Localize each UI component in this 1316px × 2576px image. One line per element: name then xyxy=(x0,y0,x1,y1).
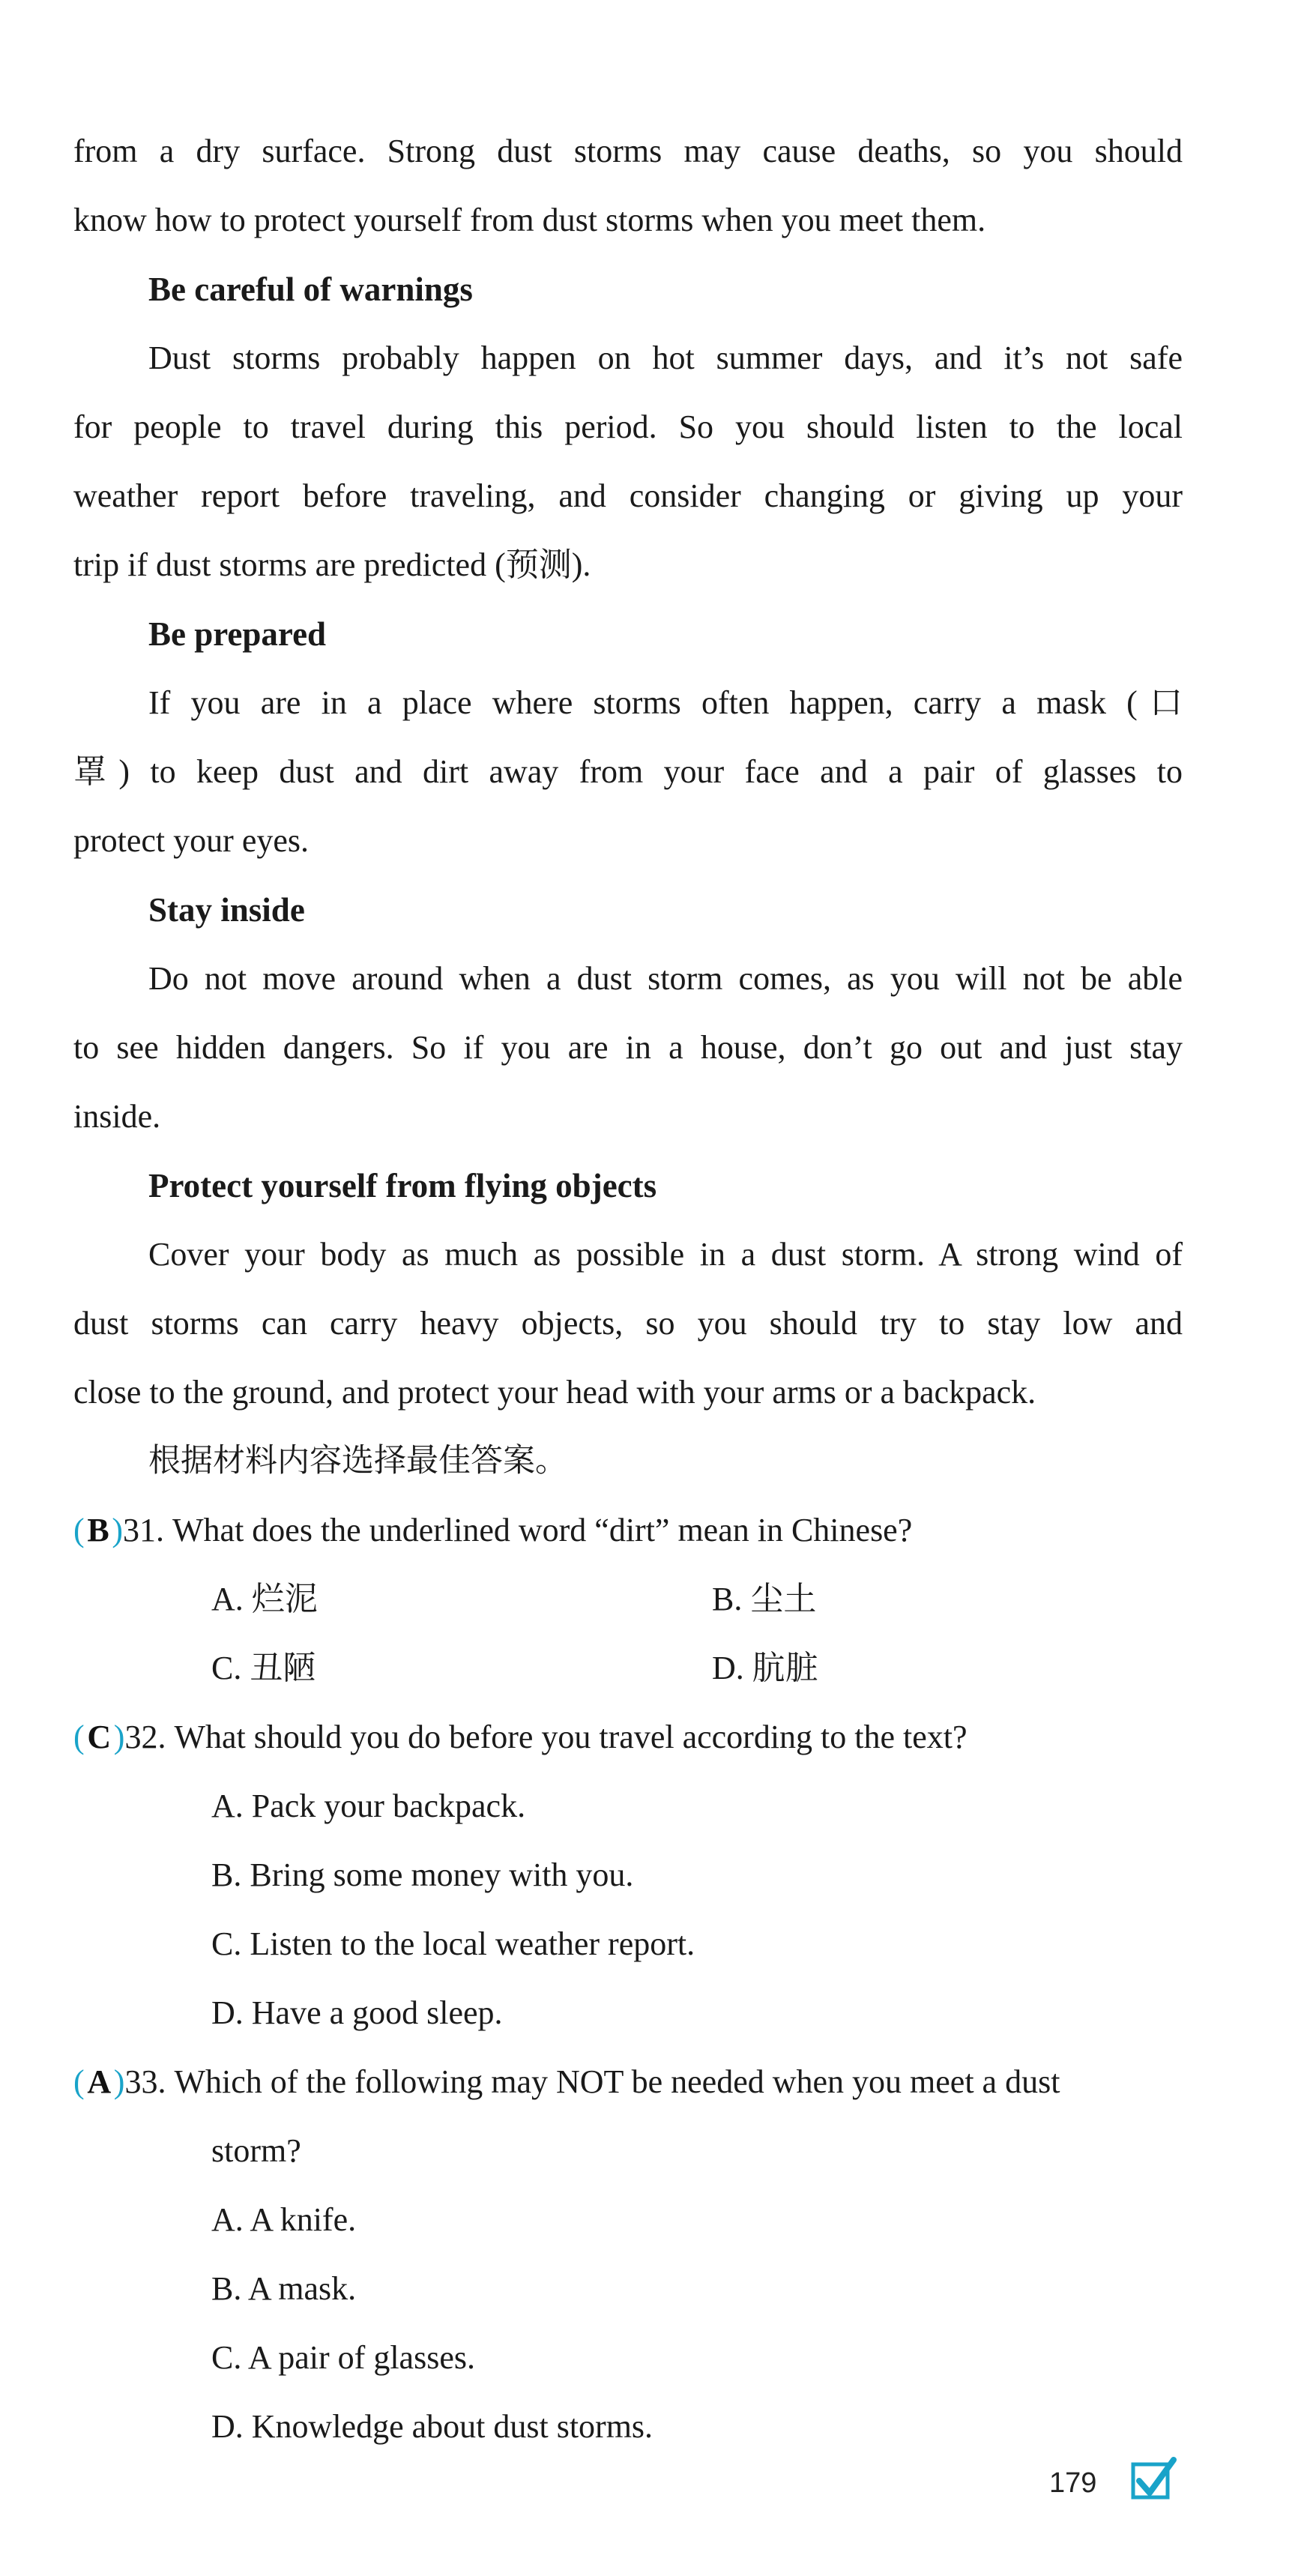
passage-line: If you are in a place where storms often happen, carry a mask (口 xyxy=(148,684,1183,721)
answer-bracket: ( A ) xyxy=(73,2063,125,2100)
passage-line: know how to protect yourself from dust storms when you meet them. xyxy=(73,202,986,238)
passage-line: dust storms can carry heavy objects, so you should try to stay low and xyxy=(73,1305,1183,1342)
section-heading-stay-inside: Stay inside xyxy=(148,891,305,929)
page-number: 179 xyxy=(1049,2467,1097,2499)
passage-line: to see hidden dangers. So if you are in a house, don’t go out and just stay xyxy=(73,1029,1183,1066)
passage-line: Do not move around when a dust storm comes, as you will not be able xyxy=(148,960,1183,997)
question-number: 33. xyxy=(124,2063,166,2100)
option-b: B. 尘土 xyxy=(712,1581,817,1617)
option-c: C. A pair of glasses. xyxy=(211,2339,475,2376)
option-d: D. 肮脏 xyxy=(712,1650,818,1686)
option-b: B. A mask. xyxy=(211,2270,357,2307)
question-text: What does the underlined word “dirt” mean in Chinese? xyxy=(172,1512,913,1548)
passage-line: Dust storms probably happen on hot summer days, and it’s not safe xyxy=(148,340,1183,376)
passage-line: trip if dust storms are predicted (预测). xyxy=(73,546,591,583)
check-box-icon xyxy=(1127,2454,1178,2505)
passage-line: 罩) to keep dust and dirt away from your face and a pair of glasses to xyxy=(73,753,1183,790)
question-text-continued: storm? xyxy=(211,2132,301,2169)
option-c: C. 丑陋 xyxy=(211,1650,316,1686)
passage-line: inside. xyxy=(73,1098,161,1135)
answer-letter: B xyxy=(87,1512,109,1548)
answer-letter: A xyxy=(87,2063,112,2100)
question-33 xyxy=(73,2063,1183,2100)
option-a: A. Pack your backpack. xyxy=(211,1788,526,1824)
question-31 xyxy=(73,1514,1183,1547)
option-a: A. 烂泥 xyxy=(211,1581,318,1617)
passage-line: close to the ground, and protect your head with your arms or a backpack. xyxy=(73,1374,1036,1411)
passage-line: weather report before traveling, and consider changing or giving up your xyxy=(73,477,1183,514)
answer-bracket: ( B ) xyxy=(73,1512,124,1548)
option-d: D. Have a good sleep. xyxy=(211,1994,503,2031)
answer-letter: C xyxy=(87,1719,112,1755)
section-heading-flying-objects: Protect yourself from flying objects xyxy=(148,1167,657,1204)
option-a: A. A knife. xyxy=(211,2201,357,2238)
section-heading-warnings: Be careful of warnings xyxy=(148,271,473,308)
question-number: 31. xyxy=(123,1512,165,1548)
option-row xyxy=(211,1583,1183,1616)
option-c: C. Listen to the local weather report. xyxy=(211,1925,695,1962)
option-b: B. Bring some money with you. xyxy=(211,1856,634,1893)
question-instruction: 根据材料内容选择最佳答案。 xyxy=(148,1442,567,1479)
question-text: What should you do before you travel according to the text? xyxy=(174,1719,968,1755)
passage-line: from a dry surface. Strong dust storms may cause deaths, so you should xyxy=(73,133,1183,169)
passage-line: for people to travel during this period. So you should listen to the local xyxy=(73,408,1183,445)
section-heading-prepared: Be prepared xyxy=(148,615,327,653)
passage-line: protect your eyes. xyxy=(73,822,309,859)
question-32 xyxy=(73,1721,1183,1754)
option-row xyxy=(211,1652,1183,1685)
question-number: 32. xyxy=(124,1719,166,1755)
answer-bracket: ( C ) xyxy=(73,1719,125,1755)
option-d: D. Knowledge about dust storms. xyxy=(211,2408,654,2445)
question-text: Which of the following may NOT be needed when you meet a dust xyxy=(174,2063,1060,2100)
passage-line: Cover your body as much as possible in a dust storm. A strong wind of xyxy=(148,1236,1183,1273)
